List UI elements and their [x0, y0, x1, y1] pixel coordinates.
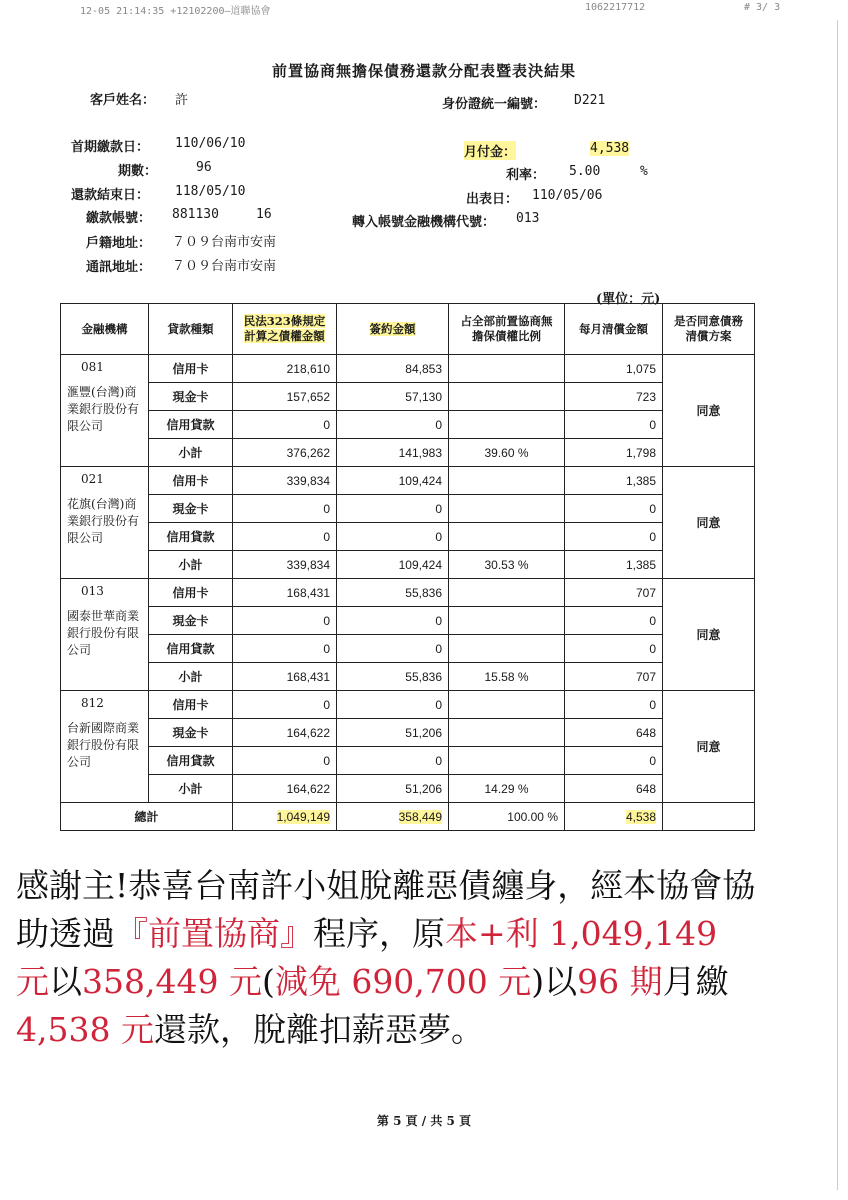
cell-ratio	[449, 607, 565, 635]
cell-monthly: 0	[565, 607, 663, 635]
cell-ratio	[449, 355, 565, 383]
table-row	[61, 775, 755, 803]
loan-type: 信用貸款	[149, 523, 233, 551]
table-row	[61, 747, 755, 775]
cell-claim: 339,834	[233, 467, 337, 495]
cell-monthly: 723	[565, 383, 663, 411]
msg-highlight-4: 減免 690,700 元	[274, 962, 532, 1001]
bank-code: 081	[81, 360, 104, 374]
cell-contract: 51,206	[337, 775, 449, 803]
total-monthly-value: 4,538	[625, 809, 656, 824]
msg-part-2: 程序，原	[313, 914, 445, 953]
cell-claim: 0	[233, 411, 337, 439]
cell-claim: 164,622	[233, 719, 337, 747]
cell-monthly: 1,385	[565, 551, 663, 579]
cell-claim: 168,431	[233, 663, 337, 691]
bank-code: 013	[81, 584, 104, 598]
first-pay-label: 首期繳款日：	[71, 140, 150, 155]
total-label: 總計	[61, 803, 233, 831]
total-claim	[233, 803, 337, 831]
cell-claim: 339,834	[233, 551, 337, 579]
bank-code: 021	[81, 472, 104, 486]
header-row	[61, 304, 755, 355]
cell-monthly: 707	[565, 663, 663, 691]
cell-monthly: 648	[565, 719, 663, 747]
total-row	[61, 803, 755, 831]
cell-contract: 55,836	[337, 663, 449, 691]
bank-name: 滙豐(台灣)商業銀行股份有限公司	[67, 385, 140, 433]
header-contract-text: 簽約金額	[369, 321, 416, 336]
cell-contract: 51,206	[337, 719, 449, 747]
fax-header-page: # 3/ 3	[744, 2, 781, 13]
msg-part-5: )以	[531, 962, 578, 1001]
loan-type: 信用卡	[149, 691, 233, 719]
loan-type: 小計	[149, 551, 233, 579]
account-value: 881130	[172, 207, 219, 222]
cell-contract: 0	[337, 495, 449, 523]
cell-monthly: 0	[565, 495, 663, 523]
msg-part-7: 還款，脫離扣薪惡夢。	[153, 1010, 484, 1049]
cell-contract: 84,853	[337, 355, 449, 383]
first-pay-value: 110/06/10	[175, 136, 246, 151]
document-title: 前置協商無擔保債務還款分配表暨表決結果	[271, 62, 576, 80]
bank-name: 台新國際商業銀行股份有限公司	[67, 721, 140, 769]
cell-monthly: 0	[565, 523, 663, 551]
cell-monthly: 1,075	[565, 355, 663, 383]
cell-ratio	[449, 579, 565, 607]
loan-type: 小計	[149, 439, 233, 467]
vote-cell: 同意	[663, 355, 755, 467]
account-label: 繳款帳號：	[86, 211, 152, 226]
cell-monthly: 707	[565, 579, 663, 607]
table-row	[61, 579, 755, 607]
cell-contract: 141,983	[337, 439, 449, 467]
vote-cell: 同意	[663, 467, 755, 579]
total-monthly	[565, 803, 663, 831]
table-row	[61, 495, 755, 523]
total-claim-value: 1,049,149	[276, 809, 330, 824]
cell-contract: 0	[337, 747, 449, 775]
cell-claim: 0	[233, 523, 337, 551]
loan-type: 信用卡	[149, 467, 233, 495]
table-row	[61, 607, 755, 635]
bank-name: 花旗(台灣)商業銀行股份有限公司	[67, 497, 140, 545]
bank-cell	[61, 691, 149, 803]
header-bank: 金融機構	[61, 304, 149, 355]
cell-claim: 164,622	[233, 775, 337, 803]
cell-ratio: 14.29 %	[449, 775, 565, 803]
periods-label: 期數：	[118, 164, 158, 179]
total-vote-empty	[663, 803, 755, 831]
table-row	[61, 551, 755, 579]
msg-part-6: 月繳	[662, 962, 729, 1001]
header-vote: 是否同意債務清償方案	[663, 304, 755, 355]
customer-label: 客戶姓名：	[90, 93, 156, 108]
msg-highlight-5: 96 期	[577, 962, 663, 1001]
periods-value: 96	[196, 160, 212, 175]
page-footer: 第 5 頁 / 共 5 頁	[376, 1114, 472, 1128]
cell-ratio	[449, 495, 565, 523]
cell-contract: 0	[337, 607, 449, 635]
table-row	[61, 719, 755, 747]
cell-contract: 0	[337, 411, 449, 439]
total-ratio: 100.00 %	[449, 803, 565, 831]
header-claim-text: 民法323條規定計算之債權金額	[243, 314, 326, 343]
cell-ratio	[449, 747, 565, 775]
cell-monthly: 0	[565, 691, 663, 719]
customer-value: 許	[175, 93, 189, 108]
cell-ratio	[449, 523, 565, 551]
loan-type: 信用卡	[149, 579, 233, 607]
rate-unit: %	[640, 164, 648, 179]
bank-cell	[61, 579, 149, 691]
cell-ratio: 15.58 %	[449, 663, 565, 691]
cell-ratio	[449, 719, 565, 747]
congrats-message	[16, 862, 756, 1054]
table-row	[61, 663, 755, 691]
cell-ratio	[449, 383, 565, 411]
cell-claim: 218,610	[233, 355, 337, 383]
cell-contract: 0	[337, 691, 449, 719]
cell-monthly: 1,798	[565, 439, 663, 467]
id-value: D221	[574, 93, 606, 108]
end-date-label: 還款結束日：	[71, 188, 150, 203]
cell-claim: 376,262	[233, 439, 337, 467]
loan-type: 現金卡	[149, 719, 233, 747]
cell-monthly: 0	[565, 635, 663, 663]
cell-monthly: 0	[565, 747, 663, 775]
cell-contract: 109,424	[337, 467, 449, 495]
table-row	[61, 635, 755, 663]
loan-type: 信用貸款	[149, 635, 233, 663]
rate-value: 5.00	[569, 164, 601, 179]
fax-header-left: 12-05 21:14:35 +12102200—道聯協會	[80, 6, 271, 17]
monthly-label: 月付金：	[464, 141, 516, 160]
loan-type: 信用卡	[149, 355, 233, 383]
vote-cell: 同意	[663, 579, 755, 691]
bank-code-label: 轉入帳號金融機構代號：	[352, 215, 496, 230]
total-contract	[337, 803, 449, 831]
cell-ratio	[449, 691, 565, 719]
bank-name: 國泰世華商業銀行股份有限公司	[67, 609, 140, 657]
table-row	[61, 355, 755, 383]
bank-code: 812	[81, 696, 104, 710]
total-contract-value: 358,449	[398, 809, 442, 824]
cell-claim: 0	[233, 747, 337, 775]
table-row	[61, 439, 755, 467]
id-label: 身份證統一編號：	[442, 97, 547, 112]
unit-note: (單位：元)	[596, 292, 661, 307]
end-date-value: 118/05/10	[175, 184, 246, 199]
msg-part-3: 以	[49, 962, 82, 1001]
header-loan-type: 貸款種類	[149, 304, 233, 355]
cell-claim: 168,431	[233, 579, 337, 607]
cell-ratio	[449, 635, 565, 663]
cell-claim: 0	[233, 607, 337, 635]
table-row	[61, 411, 755, 439]
reg-address-value: ７０９台南市安南	[172, 235, 277, 250]
page-edge-line	[837, 20, 838, 1190]
msg-highlight-1: 『前置協商』	[115, 914, 313, 953]
header-claim	[233, 304, 337, 355]
msg-part-1: 感謝主!恭喜台南許小姐脫離惡債纏身，經本協會協助透過	[16, 866, 756, 953]
loan-type: 信用貸款	[149, 411, 233, 439]
cell-contract: 57,130	[337, 383, 449, 411]
msg-part-4: (	[261, 962, 275, 1001]
vote-cell: 同意	[663, 691, 755, 803]
loan-type: 信用貸款	[149, 747, 233, 775]
mail-address-label: 通訊地址：	[86, 260, 152, 275]
loan-type: 小計	[149, 663, 233, 691]
table-row	[61, 383, 755, 411]
table-row	[61, 523, 755, 551]
cell-claim: 157,652	[233, 383, 337, 411]
table-row	[61, 691, 755, 719]
cell-contract: 109,424	[337, 551, 449, 579]
header-ratio: 占全部前置協商無擔保債權比例	[449, 304, 565, 355]
monthly-value: 4,538	[590, 141, 630, 156]
issue-date-value: 110/05/06	[532, 188, 603, 203]
bank-code-value: 013	[516, 211, 540, 226]
issue-date-label: 出表日：	[466, 192, 519, 207]
mail-address-value: ７０９台南市安南	[172, 259, 277, 274]
cell-claim: 0	[233, 691, 337, 719]
cell-claim: 0	[233, 495, 337, 523]
header-contract	[337, 304, 449, 355]
cell-ratio: 39.60 %	[449, 439, 565, 467]
loan-type: 現金卡	[149, 383, 233, 411]
allocation-table	[60, 303, 755, 831]
cell-monthly: 0	[565, 411, 663, 439]
bank-cell	[61, 467, 149, 579]
loan-type: 小計	[149, 775, 233, 803]
cell-claim: 0	[233, 635, 337, 663]
reg-address-label: 戶籍地址：	[86, 236, 152, 251]
cell-ratio: 30.53 %	[449, 551, 565, 579]
fax-header-number: 1062217712	[585, 2, 646, 13]
cell-monthly: 648	[565, 775, 663, 803]
table-row	[61, 467, 755, 495]
cell-ratio	[449, 411, 565, 439]
account-suffix: 16	[256, 207, 272, 222]
header-monthly: 每月清償金額	[565, 304, 663, 355]
msg-highlight-3: 358,449 元	[82, 962, 262, 1001]
cell-contract: 0	[337, 523, 449, 551]
bank-cell	[61, 355, 149, 467]
cell-monthly: 1,385	[565, 467, 663, 495]
cell-ratio	[449, 467, 565, 495]
rate-label: 利率：	[506, 168, 546, 183]
loan-type: 現金卡	[149, 495, 233, 523]
cell-contract: 0	[337, 635, 449, 663]
msg-highlight-2: 本+利 1,049,149 元	[16, 914, 718, 1001]
loan-type: 現金卡	[149, 607, 233, 635]
cell-contract: 55,836	[337, 579, 449, 607]
msg-highlight-6: 4,538 元	[16, 1010, 154, 1049]
